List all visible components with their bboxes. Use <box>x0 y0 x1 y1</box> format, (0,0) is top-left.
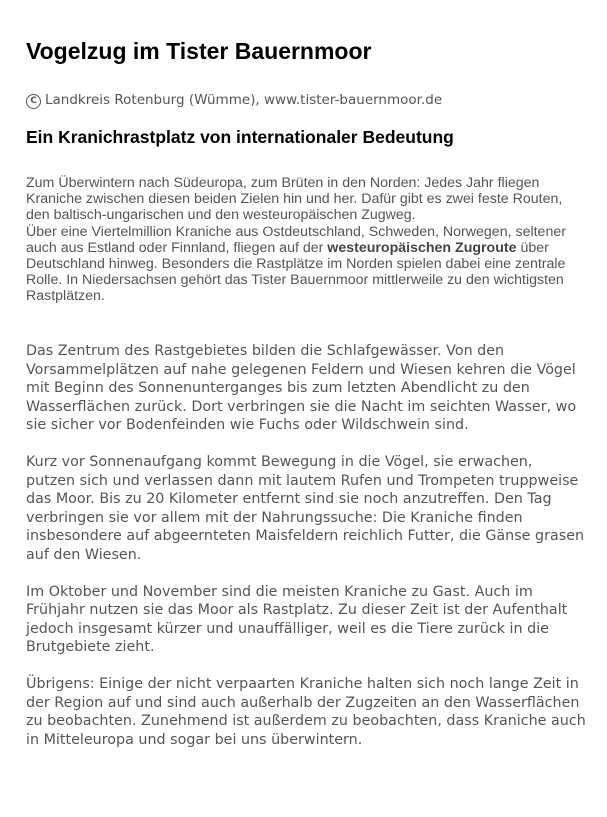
copyright-icon: C <box>26 94 41 109</box>
subtitle: Ein Kranichrastplatz von internationaler Bedeutung <box>26 127 454 147</box>
page-title: Vogelzug im Tister Bauernmoor <box>26 38 372 64</box>
intro-text <box>26 175 582 305</box>
intro-line-2-after: über Deutschland hinweg. Besonders die Rastplätze im Norden spielen dabei eine zentrale Rolle. In Niedersachsen gehört das Tister Bauernmoor mittlerweile zu den wichtigsten Rastplätzen. <box>26 239 566 305</box>
intro-highlight: westeuropäischen Zugroute <box>327 239 517 256</box>
source-line <box>26 92 442 109</box>
body-text <box>26 342 586 767</box>
paragraph-2: Kurz vor Sonnenaufgang kommt Bewegung in die Vögel, sie erwachen, putzen sich und verlassen dann mit lautem Rufen und Trompeten truppweise das Moor. Bis zu 20 Kilometer entfernt sind sie noch anzutreffen. Den Tag verbringen sie vor allem mit der Nahrungssuche: Die Kraniche finden insbesondere auf abgeernteten Maisfeldern reichlich Futter, die Gänse grasen auf den Wiesen. <box>26 453 585 563</box>
paragraph-1: Das Zentrum des Rastgebietes bilden die Schlafgewässer. Von den Vorsammelplätzen auf nahe gelegenen Feldern und Wiesen kehren die Vögel mit Beginn des Sonnenunterganges bis zum letzten Abendlicht zu den Wasserflächen zurück. Dort verbringen sie die Nacht im seichten Wasser, wo sie sicher vor Bodenfeinden wie Fuchs oder Wildschwein sind. <box>26 343 577 434</box>
intro-line-1: Zum Überwintern nach Südeuropa, zum Brüten in den Norden: Jedes Jahr fliegen Kraniche zwischen diesen beiden Zielen hin und her. Dafür gibt es zwei feste Routen, den baltisch-ungarischen und den westeuropäischen Zugweg. <box>26 175 563 224</box>
intro-line-2-before: Über eine Viertelmillion Kraniche aus Ostdeutschland, Schweden, Norwegen, seltener auch aus Estland oder Finnland, fliegen auf der <box>26 223 566 256</box>
source-text: Landkreis Rotenburg (Wümme), www.tister-bauernmoor.de <box>45 92 443 108</box>
paragraph-3: Im Oktober und November sind die meisten Kraniche zu Gast. Auch im Frühjahr nutzen sie das Moor als Rastplatz. Zu dieser Zeit ist der Aufenthalt jedoch insgesamt kürzer und unauffälliger, weil es die Tiere zurück in die Brutgebiete zieht. <box>26 583 568 656</box>
paragraph-4: Übrigens: Einige der nicht verpaarten Kraniche halten sich noch lange Zeit in der Region auf und sind auch außerhalb der Zugzeiten an den Wasserflächen zu beobachten. Zunehmend ist außerdem zu beobachten, dass Kraniche auch in Mitteleuropa und sogar bei uns überwintern. <box>26 675 586 748</box>
